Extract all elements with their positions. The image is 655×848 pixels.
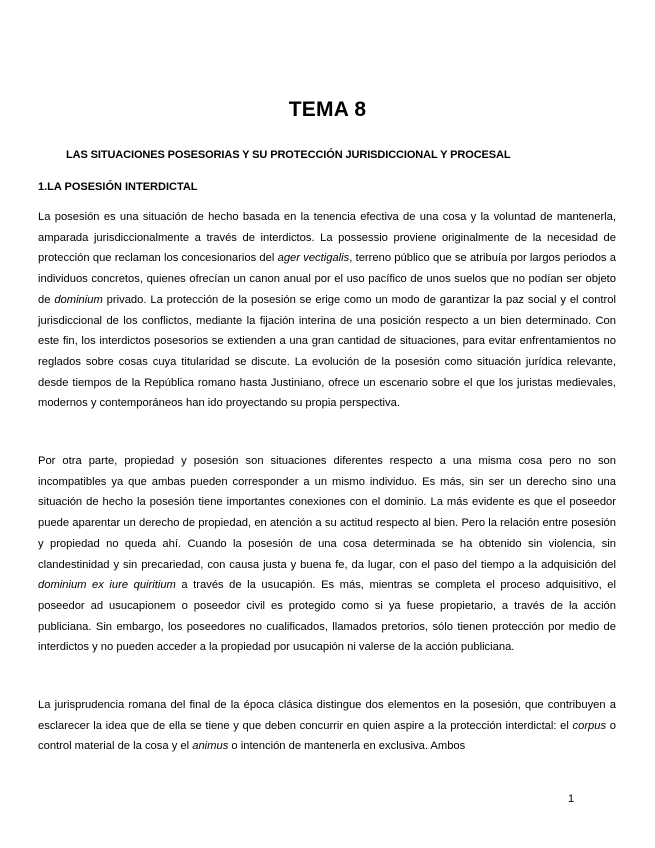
paragraph-3 (38, 695, 616, 757)
chapter-subtitle: LAS SITUACIONES POSESORIAS Y SU PROTECCIÓN JURISDICCIONAL Y PROCESAL (66, 149, 511, 161)
italic-term: dominium ex iure quiritium (38, 579, 176, 592)
paragraph-text: privado. La protección de la posesión se erige como un modo de garantizar la paz social y el control jurisdiccional de los conflictos, mediante la fijación interina de una posición respecto a un bien determinado. Con este fin, los interdictos posesorios se extienden a una gran cantidad de situaciones, para evitar enfrentamientos no reglados sobre cosas cuya titularidad se discute. La evolución de la posesión como situación jurídica relevante, desde tiempos de la República romano hasta Justiniano, ofrece un escenario sobre el que los juristas medievales, modernos y contemporáneos han ido proyectando su propia perspectiva. (38, 293, 616, 410)
italic-term: dominium (54, 293, 103, 306)
paragraph-text: o intención de mantenerla en exclusiva. Ambos (228, 740, 466, 753)
italic-term: ager vectigalis (277, 252, 350, 265)
italic-term: corpus (572, 719, 607, 732)
page-title: TEMA 8 (288, 98, 367, 121)
paragraph-2 (38, 451, 616, 658)
paragraph-text: o control material de la cosa y el (38, 719, 616, 753)
page-number: 1 (568, 793, 575, 805)
paragraph-text: , terreno público que se atribuía por largos periodos a individuos concretos, quienes ofrecían un canon anual por el uso pacífico de unos suelos que no podían ser objeto de (38, 252, 616, 306)
paragraph-text: a través de la usucapión. Es más, mientras se completa el proceso adquisitivo, el poseedor ad usucapionem o poseedor civil es protegido como si ya fuese propietario, a través de la acción publiciana. Sin embargo, los poseedores no cualificados, llamados pretorios, sólo tienen protección por medio de interdictos y no pueden acceder a la propiedad por usucapión ni valerse de la acción publiciana. (38, 579, 616, 654)
paragraph-text: La jurisprudencia romana del final de la época clásica distingue dos elementos en la posesión, que contribuyen a esclarecer la idea que de ella se tiene y que deben concurrir en quien aspire a la protección interdictal: el (38, 699, 616, 732)
paragraph-1 (38, 207, 616, 414)
section-heading: 1.LA POSESIÓN INTERDICTAL (38, 181, 198, 193)
paragraph-text: La posesión es una situación de hecho basada en la tenencia efectiva de una cosa y la voluntad de mantenerla, amparada jurisdiccionalmente a través de interdictos. La possessio proviene originalmente de la necesidad de protección que reclaman los concesionarios del (38, 211, 616, 265)
paragraph-text: Por otra parte, propiedad y posesión son situaciones diferentes respecto a una misma cosa pero no son incompatibles ya que ambas pueden corresponder a un mismo individuo. Es más, sin ser un derecho sino una situación de hecho la posesión tiene importantes conexiones con el dominio. La más evidente es que el poseedor puede aparentar un derecho de propiedad, en atención a su actitud respecto al bien. Pero la relación entre posesión y propiedad no queda ahí. Cuando la posesión de una cosa determinada se ha obtenido sin violencia, sin clandestinidad y sin precariedad, con causa justa y buena fe, da lugar, con el paso del tiempo a la adquisición del (38, 455, 616, 571)
italic-term: animus (192, 740, 229, 753)
